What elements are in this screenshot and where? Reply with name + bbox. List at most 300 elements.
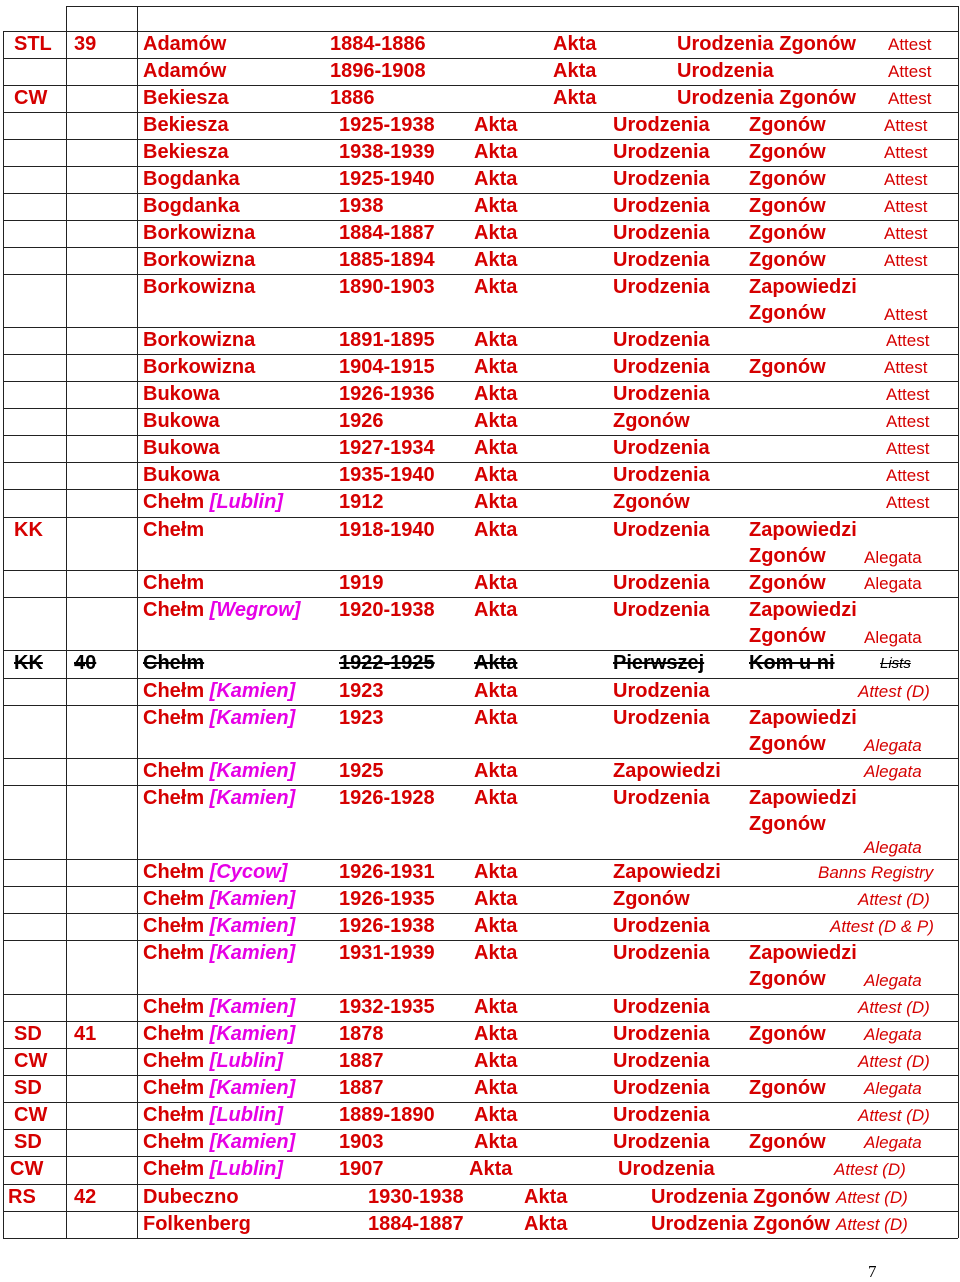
place-name xyxy=(143,114,229,136)
place-name xyxy=(143,1023,295,1045)
years: 1932-1935 xyxy=(339,996,435,1018)
place-text: Adamów xyxy=(143,33,227,55)
record-type-2: Zgonów xyxy=(749,249,826,271)
place-name xyxy=(143,141,229,163)
years: 1903 xyxy=(339,1131,384,1153)
record-type-1: Urodzenia xyxy=(613,996,710,1018)
grid-horizontal-line xyxy=(3,678,958,679)
record-type-2: Zgonów xyxy=(749,168,826,190)
grid-horizontal-line xyxy=(3,785,958,786)
years: 1926-1938 xyxy=(339,915,435,937)
akta-label: Akta xyxy=(474,1077,518,1099)
grid-vertical-line xyxy=(958,6,959,1238)
row-code: CW xyxy=(14,87,48,109)
document-type: Attest xyxy=(884,358,928,377)
grid-horizontal-line xyxy=(3,1129,958,1130)
record-type-1: Zgonów xyxy=(613,491,690,513)
place-text: Chełm xyxy=(143,680,205,702)
row-code: KK xyxy=(14,519,43,541)
record-type-2: Zapowiedzi xyxy=(749,276,857,298)
akta-label: Akta xyxy=(474,168,518,190)
place-text: Bukowa xyxy=(143,437,220,459)
sub-place-text: [Kamien] xyxy=(204,787,296,809)
place-text: Chełm xyxy=(143,942,205,964)
document-type: Attest (D) xyxy=(858,890,930,909)
record-type-1: Urodzenia xyxy=(613,464,710,486)
place-text: Chełm xyxy=(143,787,205,809)
akta-label: Akta xyxy=(474,1131,518,1153)
row-code: RS xyxy=(8,1186,36,1208)
record-type-2: Zgonów xyxy=(749,141,826,163)
grid-horizontal-line xyxy=(3,1048,958,1049)
years: 1912 xyxy=(339,491,384,513)
grid-horizontal-line xyxy=(3,354,958,355)
record-type-2: Zgonów xyxy=(749,1131,826,1153)
record-type-1: Urodzenia Zgonów xyxy=(677,87,856,109)
record-type-1: Urodzenia xyxy=(613,114,710,136)
record-type-3: Zgonów xyxy=(749,968,826,990)
place-name xyxy=(143,1077,295,1099)
akta-label: Akta xyxy=(474,276,518,298)
record-type-1: Urodzenia xyxy=(613,383,710,405)
years: 1938 xyxy=(339,195,384,217)
akta-label: Akta xyxy=(474,383,518,405)
place-name xyxy=(143,996,295,1018)
record-type-1: Urodzenia xyxy=(677,60,774,82)
sub-place-text: [Lublin] xyxy=(204,1050,283,1072)
place-name xyxy=(143,572,204,594)
record-type-1: Zapowiedzi xyxy=(613,760,721,782)
grid-horizontal-line xyxy=(3,112,958,113)
place-name xyxy=(143,915,295,937)
years: 1886 xyxy=(330,87,375,109)
akta-label: Akta xyxy=(474,141,518,163)
record-type-1: Urodzenia xyxy=(613,1050,710,1072)
grid-horizontal-line xyxy=(3,1075,958,1076)
akta-label: Akta xyxy=(474,329,518,351)
years: 1930-1938 xyxy=(368,1186,464,1208)
place-text: Folkenberg xyxy=(143,1213,251,1235)
record-type-2: Zapowiedzi xyxy=(749,787,857,809)
record-type-1: Urodzenia xyxy=(613,222,710,244)
akta-label: Akta xyxy=(474,410,518,432)
document-type: Alegata xyxy=(864,628,922,647)
place-name xyxy=(143,519,204,541)
grid-vertical-line xyxy=(66,6,67,1238)
place-name xyxy=(143,1213,251,1235)
place-text: Bekiesza xyxy=(143,141,229,163)
record-type-1: Urodzenia xyxy=(613,787,710,809)
years: 1926-1928 xyxy=(339,787,435,809)
document-type: Attest xyxy=(884,224,928,243)
place-text: Bogdanka xyxy=(143,195,240,217)
document-type: Attest xyxy=(888,62,932,81)
akta-label: Akta xyxy=(474,249,518,271)
grid-horizontal-line xyxy=(3,408,958,409)
record-type-1: Urodzenia xyxy=(613,915,710,937)
place-text: Borkowizna xyxy=(143,222,256,244)
years: 1920-1938 xyxy=(339,599,435,621)
place-name xyxy=(143,329,255,351)
document-type: Attest (D) xyxy=(836,1188,908,1207)
document-type: Alegata xyxy=(864,838,922,857)
document-type: Attest (D) xyxy=(858,682,930,701)
place-text: Dubeczno xyxy=(143,1186,239,1208)
place-text: Chełm xyxy=(143,760,205,782)
row-code: SD xyxy=(14,1023,42,1045)
akta-label: Akta xyxy=(553,60,597,82)
grid-horizontal-line xyxy=(66,6,958,7)
row-code: CW xyxy=(14,1050,48,1072)
document-type: Attest xyxy=(884,251,928,270)
place-name xyxy=(143,599,300,621)
record-type-1: Urodzenia xyxy=(613,1131,710,1153)
akta-label: Akta xyxy=(474,572,518,594)
record-type-1: Urodzenia xyxy=(613,942,710,964)
place-text: Borkowizna xyxy=(143,249,256,271)
document-type: Attest xyxy=(886,466,930,485)
row-code: CW xyxy=(10,1158,44,1180)
document-type: Attest xyxy=(886,331,930,350)
years: 1884-1887 xyxy=(339,222,435,244)
place-text: Chełm xyxy=(143,1158,205,1180)
place-name xyxy=(143,680,295,702)
document-type: Alegata xyxy=(864,1133,922,1152)
document-type: Attest xyxy=(884,170,928,189)
grid-horizontal-line xyxy=(3,1156,958,1157)
place-text: Chełm xyxy=(143,707,205,729)
akta-label: Akta xyxy=(474,680,518,702)
place-name xyxy=(143,760,295,782)
place-text: Bekiesza xyxy=(143,87,229,109)
document-type: Alegata xyxy=(864,1079,922,1098)
place-name xyxy=(143,464,220,486)
document-type: Attest (D) xyxy=(836,1215,908,1234)
place-name xyxy=(143,1050,283,1072)
akta-label: Akta xyxy=(474,942,518,964)
place-text: Chełm xyxy=(143,572,205,594)
place-text: Chełm xyxy=(143,491,205,513)
sub-place-text: [Kamien] xyxy=(204,996,296,1018)
years: 1890-1903 xyxy=(339,276,435,298)
place-text: Bukowa xyxy=(143,383,220,405)
place-name xyxy=(143,1186,239,1208)
years: 1907 xyxy=(339,1158,384,1180)
record-type-1: Urodzenia xyxy=(613,707,710,729)
document-type: Attest (D) xyxy=(858,1052,930,1071)
document-type: Lists xyxy=(880,655,911,672)
place-text: Bukowa xyxy=(143,464,220,486)
akta-label: Akta xyxy=(474,599,518,621)
grid-horizontal-line xyxy=(3,994,958,995)
sub-place-text: [Kamien] xyxy=(204,915,296,937)
akta-label: Akta xyxy=(474,787,518,809)
place-name xyxy=(143,383,220,405)
place-name xyxy=(143,652,204,674)
record-type-2: Zapowiedzi xyxy=(749,599,857,621)
grid-horizontal-line xyxy=(3,58,958,59)
record-type-1: Urodzenia xyxy=(613,1104,710,1126)
years: 1922-1925 xyxy=(339,652,435,674)
place-name xyxy=(143,1158,283,1180)
sub-place-text: [Cycow] xyxy=(204,861,288,883)
years: 1927-1934 xyxy=(339,437,435,459)
record-type-2: Zgonów xyxy=(749,1077,826,1099)
document-type: Attest xyxy=(886,493,930,512)
place-text: Chełm xyxy=(143,1050,205,1072)
place-name xyxy=(143,1104,283,1126)
document-type: Attest xyxy=(884,305,928,324)
sub-place-text: [Lublin] xyxy=(204,1104,283,1126)
grid-vertical-line xyxy=(3,31,4,1238)
akta-label: Akta xyxy=(474,437,518,459)
record-type-1: Urodzenia xyxy=(613,141,710,163)
document-type: Attest (D & P) xyxy=(830,917,934,936)
page-number: 7 xyxy=(868,1262,877,1281)
record-type-1: Urodzenia xyxy=(613,599,710,621)
akta-label: Akta xyxy=(474,996,518,1018)
place-text: Chełm xyxy=(143,888,205,910)
grid-horizontal-line xyxy=(3,139,958,140)
place-name xyxy=(143,437,220,459)
record-type-3: Zgonów xyxy=(749,813,826,835)
record-type-2: Zgonów xyxy=(749,114,826,136)
akta-label: Akta xyxy=(474,652,518,674)
place-text: Chełm xyxy=(143,1104,205,1126)
record-type-2: Zgonów xyxy=(749,222,826,244)
record-type-3: Zgonów xyxy=(749,302,826,324)
akta-label: Akta xyxy=(474,464,518,486)
document-type: Alegata xyxy=(864,736,922,755)
document-type: Attest xyxy=(886,385,930,404)
document-type: Attest (D) xyxy=(858,1106,930,1125)
sub-place-text: [Lublin] xyxy=(204,1158,283,1180)
place-name xyxy=(143,491,283,513)
place-name xyxy=(143,356,255,378)
grid-horizontal-line xyxy=(3,940,958,941)
years: 1926-1936 xyxy=(339,383,435,405)
akta-label: Akta xyxy=(524,1186,568,1208)
record-type-1: Urodzenia xyxy=(613,1077,710,1099)
place-text: Borkowizna xyxy=(143,329,256,351)
akta-label: Akta xyxy=(474,519,518,541)
document-type: Alegata xyxy=(864,1025,922,1044)
grid-horizontal-line xyxy=(3,886,958,887)
record-type-1: Urodzenia xyxy=(613,680,710,702)
years: 1923 xyxy=(339,707,384,729)
record-type-1: Urodzenia xyxy=(613,356,710,378)
grid-horizontal-line xyxy=(3,247,958,248)
row-number: 41 xyxy=(74,1023,97,1045)
place-text: Chełm xyxy=(143,1023,205,1045)
grid-horizontal-line xyxy=(3,327,958,328)
place-text: Chełm xyxy=(143,861,205,883)
record-type-2: Zgonów xyxy=(749,356,826,378)
years: 1887 xyxy=(339,1050,384,1072)
akta-label: Akta xyxy=(474,356,518,378)
grid-horizontal-line xyxy=(3,859,958,860)
years: 1925-1940 xyxy=(339,168,435,190)
place-text: Borkowizna xyxy=(143,276,256,298)
place-text: Bukowa xyxy=(143,410,220,432)
sub-place-text: [Kamien] xyxy=(204,942,296,964)
grid-horizontal-line xyxy=(3,1102,958,1103)
record-type-1: Urodzenia xyxy=(613,329,710,351)
grid-horizontal-line xyxy=(3,1211,958,1212)
record-type-1: Pierwszej xyxy=(613,652,705,674)
document-type: Attest xyxy=(886,439,930,458)
document-type: Attest (D) xyxy=(834,1160,906,1179)
place-name xyxy=(143,787,295,809)
akta-label: Akta xyxy=(474,1023,518,1045)
record-type-1: Urodzenia xyxy=(613,195,710,217)
record-type-1: Urodzenia xyxy=(613,437,710,459)
years: 1926-1935 xyxy=(339,888,435,910)
years: 1925-1938 xyxy=(339,114,435,136)
record-type-2: Zapowiedzi xyxy=(749,519,857,541)
grid-horizontal-line xyxy=(3,220,958,221)
place-name xyxy=(143,168,240,190)
record-type-3: Zgonów xyxy=(749,545,826,567)
sub-place-text: [Wegrow] xyxy=(204,599,301,621)
years: 1926 xyxy=(339,410,384,432)
document-type: Attest xyxy=(884,197,928,216)
grid-vertical-line xyxy=(137,6,138,1238)
years: 1919 xyxy=(339,572,384,594)
years: 1935-1940 xyxy=(339,464,435,486)
sub-place-text: [Kamien] xyxy=(204,888,296,910)
row-code: STL xyxy=(14,33,52,55)
grid-horizontal-line xyxy=(3,913,958,914)
sub-place-text: [Kamien] xyxy=(204,1023,296,1045)
place-text: Chełm xyxy=(143,519,205,541)
sub-place-text: [Kamien] xyxy=(204,760,296,782)
place-name xyxy=(143,249,255,271)
document-type: Alegata xyxy=(864,548,922,567)
document-type: Alegata xyxy=(864,971,922,990)
grid-horizontal-line xyxy=(3,274,958,275)
place-text: Adamów xyxy=(143,60,227,82)
record-type-1: Urodzenia xyxy=(618,1158,715,1180)
grid-horizontal-line xyxy=(3,193,958,194)
grid-horizontal-line xyxy=(3,570,958,571)
row-code: KK xyxy=(14,652,43,674)
akta-label: Akta xyxy=(474,1104,518,1126)
record-type-3: Zgonów xyxy=(749,733,826,755)
years: 1891-1895 xyxy=(339,329,435,351)
record-type-2: Zapowiedzi xyxy=(749,707,857,729)
akta-label: Akta xyxy=(474,760,518,782)
document-type: Attest xyxy=(884,143,928,162)
place-text: Bogdanka xyxy=(143,168,240,190)
place-name xyxy=(143,861,287,883)
place-name xyxy=(143,707,295,729)
place-text: Chełm xyxy=(143,996,205,1018)
grid-horizontal-line xyxy=(3,489,958,490)
years: 1918-1940 xyxy=(339,519,435,541)
grid-horizontal-line xyxy=(3,758,958,759)
akta-label: Akta xyxy=(474,222,518,244)
years: 1925 xyxy=(339,760,384,782)
years: 1904-1915 xyxy=(339,356,435,378)
grid-horizontal-line xyxy=(3,705,958,706)
sub-place-text: [Kamien] xyxy=(204,707,296,729)
record-type-3: Zgonów xyxy=(749,625,826,647)
row-number: 42 xyxy=(74,1186,97,1208)
record-type-2: Zgonów xyxy=(749,1023,826,1045)
document-type: Attest xyxy=(888,89,932,108)
grid-horizontal-line xyxy=(3,517,958,518)
akta-label: Akta xyxy=(474,114,518,136)
sub-place-text: [Kamien] xyxy=(204,680,296,702)
years: 1938-1939 xyxy=(339,141,435,163)
place-name xyxy=(143,60,226,82)
grid-horizontal-line xyxy=(3,597,958,598)
grid-horizontal-line xyxy=(3,462,958,463)
sub-place-text: [Kamien] xyxy=(204,1077,296,1099)
place-name xyxy=(143,410,220,432)
record-type-1: Zapowiedzi xyxy=(613,861,721,883)
record-type-1: Urodzenia Zgonów xyxy=(651,1186,830,1208)
place-text: Chełm xyxy=(143,915,205,937)
record-type-1: Urodzenia xyxy=(613,168,710,190)
akta-label: Akta xyxy=(524,1213,568,1235)
sub-place-text: [Kamien] xyxy=(204,1131,296,1153)
record-type-1: Zgonów xyxy=(613,888,690,910)
place-text: Bekiesza xyxy=(143,114,229,136)
years: 1885-1894 xyxy=(339,249,435,271)
grid-horizontal-line xyxy=(3,31,958,32)
row-number: 40 xyxy=(74,652,97,674)
record-type-1: Urodzenia xyxy=(613,519,710,541)
years: 1887 xyxy=(339,1077,384,1099)
place-text: Chełm xyxy=(143,652,205,674)
row-number: 39 xyxy=(74,33,97,55)
sub-place-text: [Lublin] xyxy=(204,491,283,513)
place-text: Chełm xyxy=(143,1131,205,1153)
place-name xyxy=(143,33,226,55)
grid-horizontal-line xyxy=(3,166,958,167)
place-name xyxy=(143,942,295,964)
akta-label: Akta xyxy=(474,491,518,513)
years: 1926-1931 xyxy=(339,861,435,883)
row-code: SD xyxy=(14,1131,42,1153)
record-type-1: Urodzenia xyxy=(613,249,710,271)
document-type: Alegata xyxy=(864,762,922,781)
record-type-1: Urodzenia xyxy=(613,572,710,594)
place-name xyxy=(143,222,255,244)
akta-label: Akta xyxy=(474,915,518,937)
place-text: Borkowizna xyxy=(143,356,256,378)
record-type-2: Kom u ni xyxy=(749,652,835,674)
akta-label: Akta xyxy=(553,33,597,55)
akta-label: Akta xyxy=(474,195,518,217)
grid-horizontal-line xyxy=(3,1238,958,1239)
years: 1931-1939 xyxy=(339,942,435,964)
record-type-2: Zgonów xyxy=(749,195,826,217)
grid-horizontal-line xyxy=(3,435,958,436)
record-type-2: Zgonów xyxy=(749,572,826,594)
place-name xyxy=(143,888,295,910)
years: 1884-1887 xyxy=(368,1213,464,1235)
years: 1878 xyxy=(339,1023,384,1045)
document-type: Attest xyxy=(884,116,928,135)
record-type-1: Zgonów xyxy=(613,410,690,432)
akta-label: Akta xyxy=(474,1050,518,1072)
place-name xyxy=(143,195,240,217)
akta-label: Akta xyxy=(474,861,518,883)
record-type-1: Urodzenia xyxy=(613,276,710,298)
